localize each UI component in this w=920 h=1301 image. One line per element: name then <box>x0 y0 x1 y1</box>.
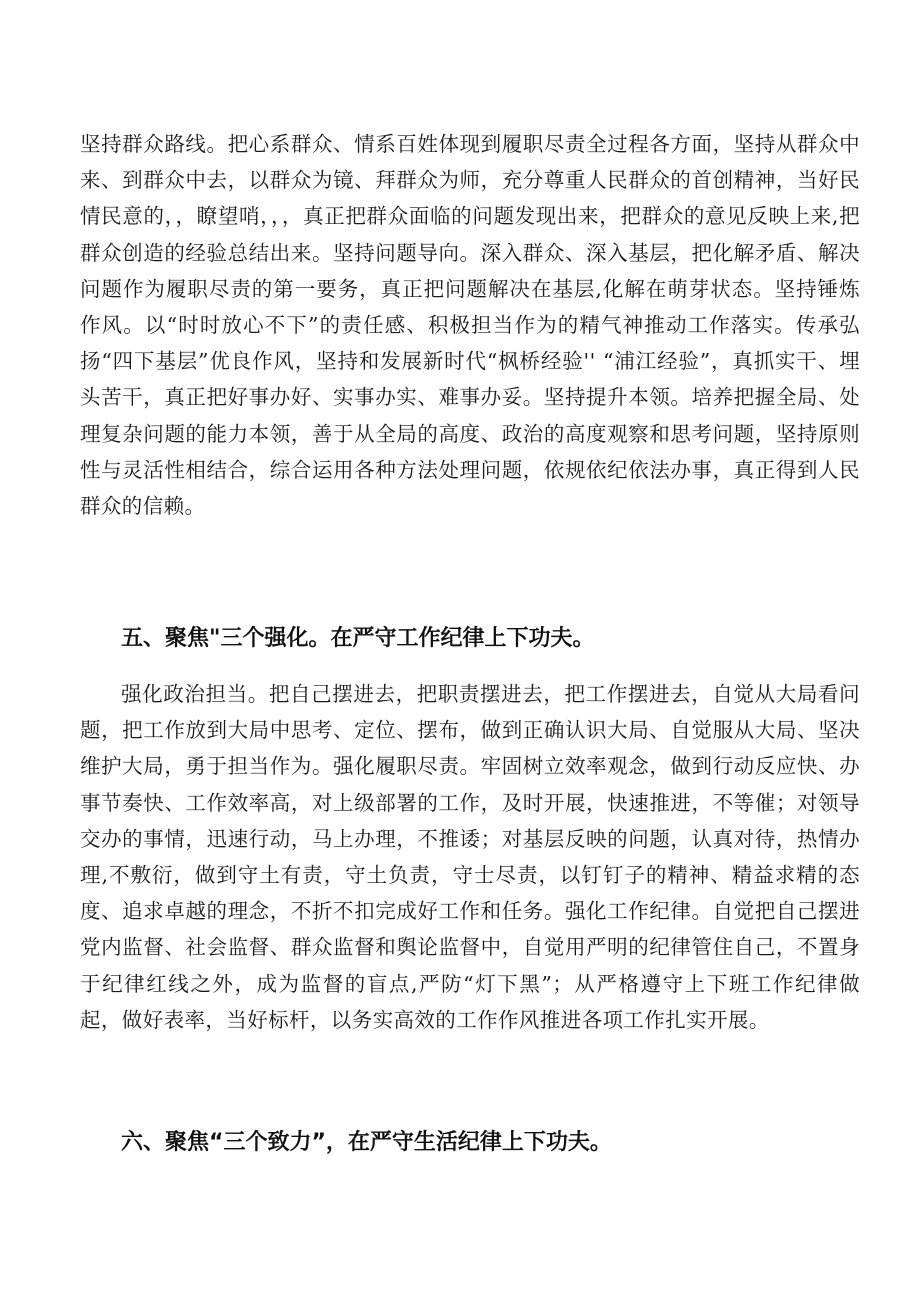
section-heading-6: 六、聚焦“三个致力”，在严守生活纪律上下功夫。 <box>121 1130 612 1155</box>
paragraph-work-discipline: 强化政治担当。把自己摆进去，把职责摆进去，把工作摆进去，自觉从大局看问题，把工作放到大局中思考、定位、摆布，做到正确认识大局、自觉服从大局、坚决维护大局，勇于担当作为。强化履职尽责。牢固树立效率观念，做到行动反应快、办事节奏快、工作效率高，对上级部署的工作，及时开展，快速推进，不等催；对领导交办的事情，迅速行动，马上办理，不推诿；对基层反映的问题，认真对待，热情办理,不敷衍，做到守土有责，守土负责，守士尽责，以钉钉子的精神、精益求精的态度、追求卓越的理念，不折不扣完成好工作和任务。强化工作纪律。自觉把自己摆进党内监督、社会监督、群众监督和舆论监督中，自觉用严明的纪律管住自己，不置身于纪律红线之外，成为监督的盲点,严防“灯下黑”；从严格遵守上下班工作纪律做起，做好表率，当好标杆，以务实高效的工作作风推进各项工作扎实开展。 <box>80 682 860 1032</box>
paragraph-mass-line: 坚持群众路线。把心系群众、情系百姓体现到履职尽责全过程各方面，坚持从群众中来、到群众中去，以群众为镜、拜群众为师，充分尊重人民群众的首创精神，当好民情民意的，，瞭望哨，，，真正把群众面临的问题发现出来，把群众的意见反映上来,把群众创造的经验总结出来。坚持问题导向。深入群众、深入基层，把化解矛盾、解决问题作为履职尽责的第一要务，真正把问题解决在基层,化解在萌芽状态。坚持锤炼作风。以“时时放心不下”的责任感、积极担当作为的精气神推动工作落实。传承弘扬“四下基层”优良作风，坚持和发展新时代“枫桥经验'' “浦江经验”，真抓实干、埋头苦干，真正把好事办好、实事办实、难事办妥。坚持提升本领。培养把握全局、处理复杂问题的能力本领，善于从全局的高度、政治的高度观察和思考问题，坚持原则性与灵活性相结合，综合运用各种方法处理问题，依规依纪依法办事，真正得到人民群众的信赖。 <box>80 132 860 519</box>
section-heading-5: 五、聚焦"三个强化。在严守工作纪律上下功夫。 <box>121 626 595 651</box>
